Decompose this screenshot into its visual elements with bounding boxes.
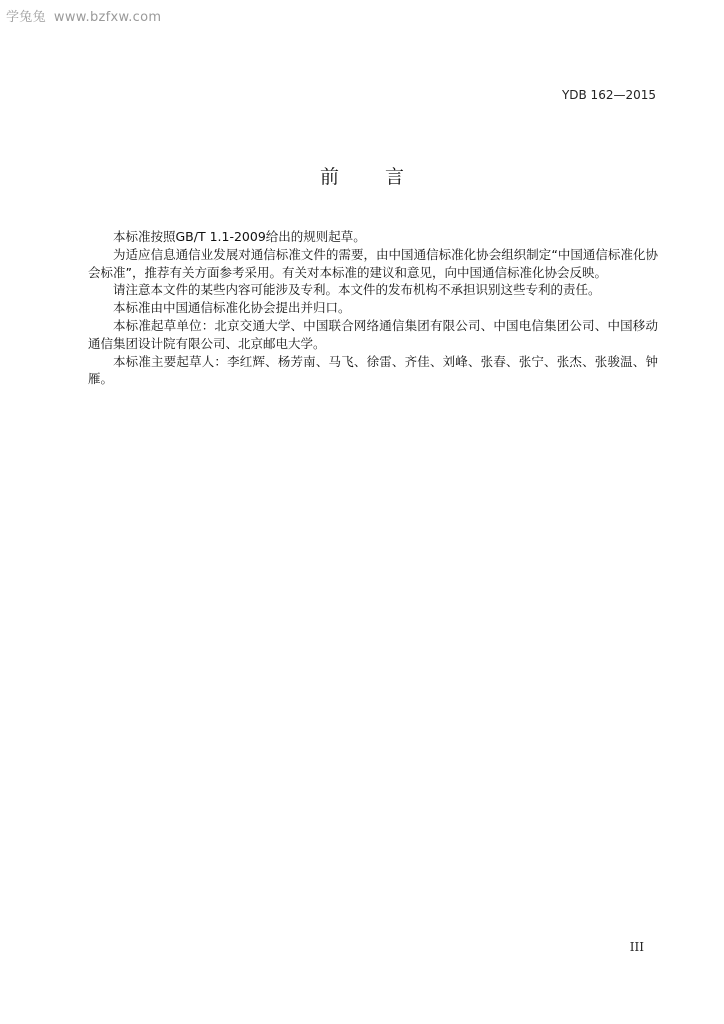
paragraph-patent-notice: 请注意本文件的某些内容可能涉及专利。本文件的发布机构不承担识别这些专利的责任。 <box>113 282 601 298</box>
watermark <box>6 6 161 25</box>
watermark-site-name: 学兔兔 <box>6 10 46 25</box>
foreword-body <box>88 228 658 388</box>
standard-code: YDB 162—2015 <box>561 88 656 102</box>
paragraph-drafting-rules: 本标准按照GB/T 1.1-2009给出的规则起草。 <box>113 229 366 244</box>
paragraph-drafting-units: 本标准起草单位：北京交通大学、中国联合网络通信集团有限公司、中国电信集团公司、中国移动通信集团设计院有限公司、北京邮电大学。 <box>88 317 658 351</box>
page-title: 前 言 <box>319 166 425 188</box>
page-number: III <box>629 940 644 954</box>
paragraph-drafters: 本标准主要起草人：李红辉、杨芳南、马飞、徐雷、齐佳、刘峰、张春、张宁、张杰、张骏温、钟雁。 <box>88 353 658 387</box>
paragraph-proposer: 本标准由中国通信标准化协会提出并归口。 <box>113 300 351 316</box>
watermark-url: www.bzfxw.com <box>53 10 162 25</box>
paragraph-purpose: 为适应信息通信业发展对通信标准文件的需要，由中国通信标准化协会组织制定“中国通信标准化协会标准”，推荐有关方面参考采用。有关对本标准的建议和意见，向中国通信标准化协会反映。 <box>88 246 658 280</box>
